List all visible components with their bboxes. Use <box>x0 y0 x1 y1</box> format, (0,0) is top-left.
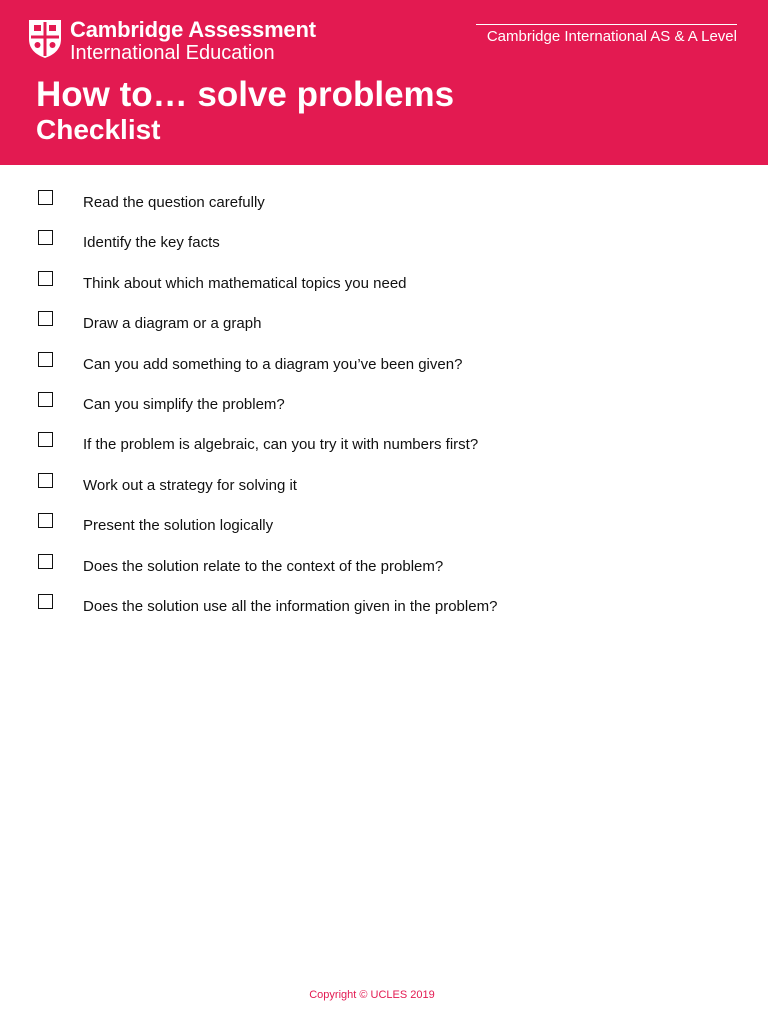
checklist-item <box>38 430 738 470</box>
checkbox[interactable] <box>38 392 53 407</box>
checklist-item-label: Can you add something to a diagram you’ve been given? <box>83 355 463 373</box>
page-title: How to… solve problems <box>36 75 455 114</box>
checklist-item-label: Present the solution logically <box>83 517 274 535</box>
checklist-item-label: Work out a strategy for solving it <box>83 476 297 494</box>
checkbox[interactable] <box>38 432 53 447</box>
checklist-item <box>38 592 738 632</box>
checklist-item <box>38 552 738 592</box>
checklist-item <box>38 471 738 511</box>
checkbox[interactable] <box>38 352 53 367</box>
page-subtitle: Checklist <box>36 114 161 145</box>
checklist <box>38 188 738 632</box>
checklist-item-label: Draw a diagram or a graph <box>83 315 262 333</box>
checklist-item-label: If the problem is algebraic, can you try it with numbers first? <box>83 436 479 454</box>
checkbox[interactable] <box>38 473 53 488</box>
cambridge-logo <box>28 19 316 63</box>
page-header <box>0 0 768 165</box>
checklist-item <box>38 228 738 268</box>
checklist-item <box>38 309 738 349</box>
checkbox[interactable] <box>38 513 53 528</box>
checklist-item-label: Does the solution use all the information given in the problem? <box>83 597 498 615</box>
checkbox[interactable] <box>38 554 53 569</box>
checkbox[interactable] <box>38 230 53 245</box>
checklist-item <box>38 511 738 551</box>
checklist-item-label: Can you simplify the problem? <box>83 395 285 413</box>
logo-line-1: Cambridge Assessment <box>70 17 316 42</box>
checklist-item <box>38 350 738 390</box>
checklist-item <box>38 188 738 228</box>
checkbox[interactable] <box>38 594 53 609</box>
checklist-item <box>38 390 738 430</box>
checklist-item <box>38 269 738 309</box>
checklist-item-label: Read the question carefully <box>83 194 265 211</box>
checkbox[interactable] <box>38 190 53 205</box>
qualification-label: Cambridge International AS & A Level <box>486 28 737 45</box>
qualification-divider <box>476 24 737 25</box>
checklist-item-label: Identify the key facts <box>83 234 220 252</box>
copyright-footer: Copyright © UCLES 2019 <box>309 989 435 1001</box>
checkbox[interactable] <box>38 311 53 326</box>
cambridge-shield-icon <box>28 19 62 59</box>
logo-line-2: International Education <box>70 42 275 64</box>
checklist-item-label: Does the solution relate to the context of the problem? <box>83 557 444 575</box>
checkbox[interactable] <box>38 271 53 286</box>
checklist-item-label: Think about which mathematical topics you need <box>83 274 407 292</box>
